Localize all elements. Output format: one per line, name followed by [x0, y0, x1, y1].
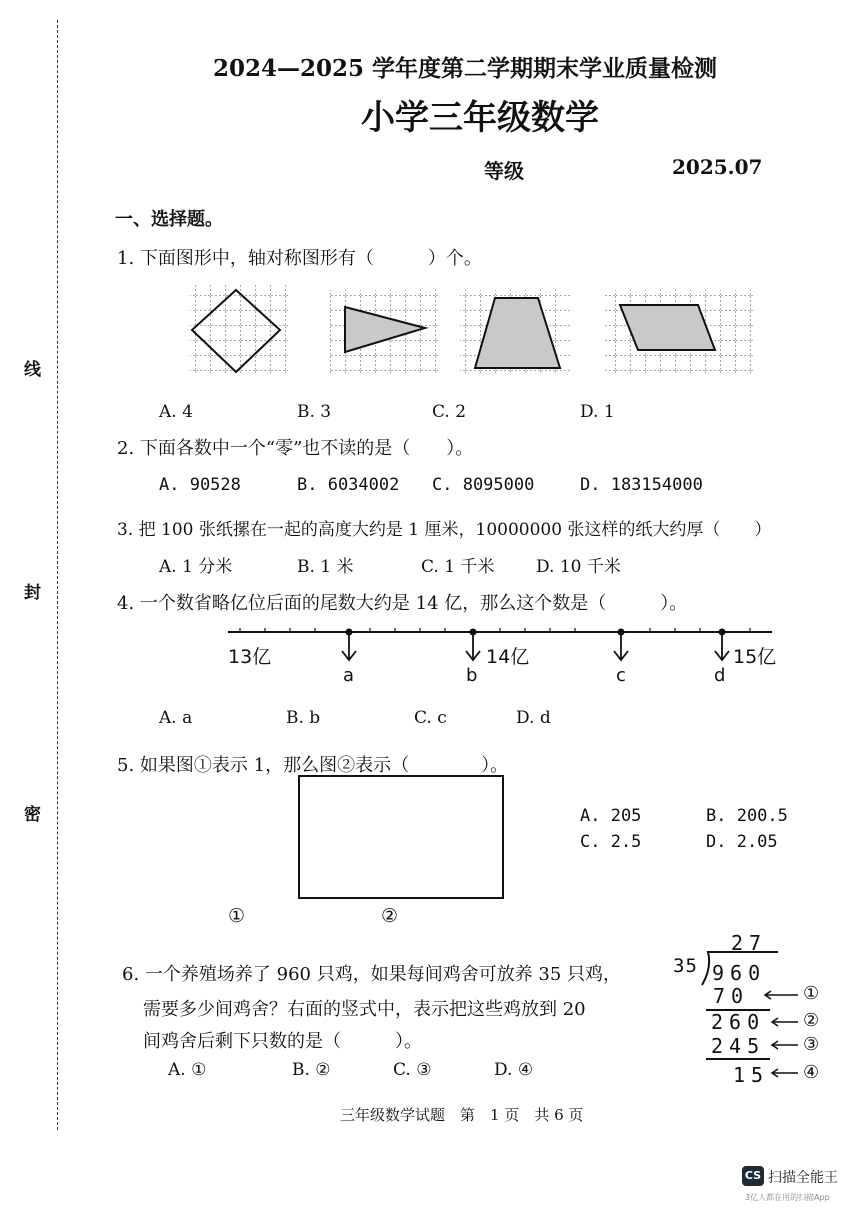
q5-option-b: B. 200.5 [706, 806, 788, 826]
numberline-label-15: 15亿 [733, 646, 777, 668]
marker-c [614, 629, 628, 661]
division-quotient: 27 [731, 931, 768, 955]
question-3-stem: 3. 把 100 张纸摞在一起的高度大约是 1 厘米，10000000 张这样的纸大约厚（ ） [117, 520, 772, 540]
watermark-tagline: 3亿人都在用的扫描App [745, 1193, 830, 1202]
q1-option-d: D. 1 [580, 402, 615, 422]
q6-option-b: B. ② [292, 1060, 331, 1080]
division-divisor: 35 [673, 955, 698, 977]
binding-mark-line: 线 [24, 360, 41, 380]
watermark-app-name: 扫描全能王 [768, 1170, 838, 1186]
figure-triangle [330, 290, 440, 375]
figure-label-1: ① [228, 905, 246, 927]
section-heading: 一、选择题。 [115, 209, 223, 230]
q4-option-b: B. b [286, 708, 321, 728]
numberline-label-13: 13亿 [228, 646, 272, 668]
numberline-point-a: a [343, 665, 355, 686]
numberline-point-b: b [466, 665, 478, 686]
q5-option-c: C. 2.5 [580, 832, 642, 852]
q1-figures [180, 280, 760, 380]
marker-a [342, 629, 356, 661]
q3-option-b: B. 1 米 [297, 557, 354, 577]
numberline-point-d: d [714, 665, 726, 686]
page-footer: 三年级数学试题 第 1 页 共 6 页 [340, 1106, 584, 1124]
cs-badge-text: CS [744, 1169, 762, 1182]
division-arrows [760, 985, 805, 1085]
figure-trapezoid [460, 290, 570, 375]
exam-date: 2025.07 [672, 155, 763, 179]
division-step-1: 70 [713, 984, 750, 1008]
q6-option-d: D. ④ [494, 1060, 534, 1080]
binding-mark-secret: 密 [24, 805, 41, 825]
q2-option-d: D. 183154000 [580, 475, 703, 495]
question-6-line-3: 间鸡舍后剩下只数的是（ ）。 [143, 1031, 422, 1052]
marker-b [466, 629, 480, 661]
division-marker-1: ① [803, 983, 820, 1004]
division-step-4: 15 [733, 1063, 770, 1087]
figure-diamond [190, 285, 290, 375]
numberline-label-14: 14亿 [486, 646, 530, 668]
numberline-point-c: c [616, 665, 626, 686]
figure-parallelogram [605, 290, 755, 375]
binding-mark-seal: 封 [24, 583, 41, 603]
q3-option-d: D. 10 千米 [536, 557, 621, 577]
grade-label: 等级 [484, 159, 524, 183]
q2-option-c: C. 8095000 [432, 475, 535, 495]
q1-option-a: A. 4 [159, 402, 193, 422]
q6-option-c: C. ③ [393, 1060, 432, 1080]
question-5-stem: 5. 如果图①表示 1，那么图②表示（ ）。 [117, 755, 509, 776]
question-1-stem: 1. 下面图形中，轴对称图形有（ ）个。 [117, 248, 482, 269]
division-marker-4: ④ [803, 1062, 820, 1083]
q6-option-a: A. ① [168, 1060, 207, 1080]
q2-option-b: B. 6034002 [297, 475, 400, 495]
q2-option-a: A. 90528 [159, 475, 241, 495]
question-2-stem: 2. 下面各数中一个“零”也不读的是（ ）。 [117, 438, 474, 459]
division-dividend: 960 [712, 961, 767, 985]
exam-title: 2024—2025 学年度第二学期期末学业质量检测 [213, 55, 718, 82]
q5-option-a: A. 205 [580, 806, 642, 826]
q5-option-d: D. 2.05 [706, 832, 778, 852]
figure-2-rectangle [298, 775, 504, 899]
q4-option-a: A. a [159, 708, 193, 728]
q3-option-a: A. 1 分米 [159, 557, 233, 577]
division-marker-3: ③ [803, 1034, 820, 1055]
q1-option-b: B. 3 [297, 402, 332, 422]
figure-label-2: ② [381, 905, 399, 927]
subject-title: 小学三年级数学 [361, 98, 599, 138]
question-4-stem: 4. 一个数省略亿位后面的尾数大约是 14 亿，那么这个数是（ ）。 [117, 593, 688, 614]
binding-line [57, 20, 59, 1130]
division-step-3: 245 [711, 1034, 766, 1058]
division-marker-2: ② [803, 1010, 820, 1031]
q1-option-c: C. 2 [432, 402, 467, 422]
cs-badge-icon [742, 1166, 764, 1186]
division-step-2: 260 [711, 1010, 766, 1034]
q4-option-d: D. d [516, 708, 551, 728]
q4-option-c: C. c [414, 708, 447, 728]
q3-option-c: C. 1 千米 [421, 557, 495, 577]
question-6-line-1: 6. 一个养殖场养了 960 只鸡，如果每间鸡舍可放养 35 只鸡， [122, 964, 622, 985]
marker-d [715, 629, 729, 661]
question-6-line-2: 需要多少间鸡舍？右面的竖式中，表示把这些鸡放到 20 [143, 999, 586, 1020]
